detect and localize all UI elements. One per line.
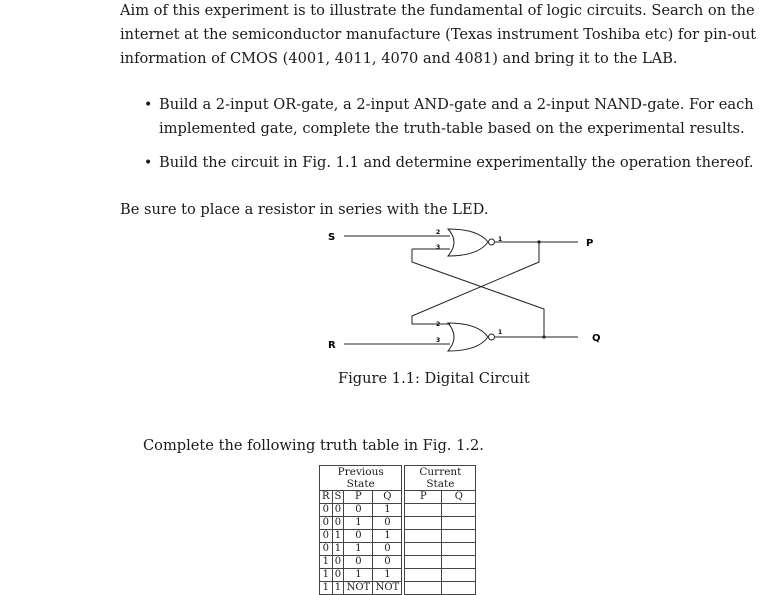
resistor-note: Be sure to place a resistor in series with the LED. xyxy=(120,201,489,218)
cell-p: NOT xyxy=(344,582,373,595)
cell-s: 0 xyxy=(332,556,344,569)
output-p-label: P xyxy=(586,238,594,249)
intro-paragraph xyxy=(120,0,757,71)
cell-r: 1 xyxy=(320,556,333,569)
table-row xyxy=(320,504,476,517)
cell-p: 1 xyxy=(344,569,373,582)
bullet-line: Build a 2-input OR-gate, a 2-input AND-gate and a 2-input NAND-gate. For each xyxy=(159,96,754,113)
cell-p: 1 xyxy=(344,543,373,556)
intro-line: Aim of this experiment is to illustrate the fundamental of logic circuits. Search on the xyxy=(120,2,755,19)
cell-current-p[interactable] xyxy=(405,556,442,569)
wire-q-feedback xyxy=(412,249,544,337)
col-p: P xyxy=(344,491,373,504)
junction-q xyxy=(542,335,545,338)
col-current-p: P xyxy=(405,491,442,504)
cell-r: 0 xyxy=(320,543,333,556)
cell-p: 0 xyxy=(344,504,373,517)
cell-s: 0 xyxy=(332,569,344,582)
cell-q: NOT xyxy=(373,582,402,595)
col-current-q: Q xyxy=(442,491,476,504)
gate2-bubble xyxy=(489,334,495,340)
gate2-pin-out: 1 xyxy=(498,329,503,336)
cell-r: 1 xyxy=(320,582,333,595)
bullet-icon: • xyxy=(144,97,153,113)
wire-p-feedback xyxy=(412,242,539,324)
intro-line: information of CMOS (4001, 4011, 4070 and 4081) and bring it to the LAB. xyxy=(120,50,678,67)
nor-gate-2-icon xyxy=(448,323,488,351)
group-current-state: Current State xyxy=(405,466,476,491)
gate1-pin-a: 2 xyxy=(436,229,441,236)
input-s-label: S xyxy=(328,232,336,243)
cell-q: 0 xyxy=(373,556,402,569)
bullet-line: implemented gate, complete the truth-table based on the experimental results. xyxy=(159,120,745,137)
cell-current-p[interactable] xyxy=(405,517,442,530)
cell-q: 1 xyxy=(373,504,402,517)
cell-s: 1 xyxy=(332,543,344,556)
gate1-pin-out: 1 xyxy=(498,236,503,243)
bullet-line: Build the circuit in Fig. 1.1 and determine experimentally the operation thereof. xyxy=(159,154,754,171)
table-group-header xyxy=(320,466,476,491)
intro-line: internet at the semiconductor manufacture (Texas instrument Toshiba etc) for pin-out xyxy=(120,26,757,43)
cell-q: 1 xyxy=(373,530,402,543)
truth-table xyxy=(319,465,476,595)
table-row xyxy=(320,517,476,530)
gate1-bubble xyxy=(489,239,495,245)
cell-r: 0 xyxy=(320,504,333,517)
cell-s: 1 xyxy=(332,582,344,595)
cell-current-q[interactable] xyxy=(442,504,476,517)
cell-current-p[interactable] xyxy=(405,530,442,543)
table-intro: Complete the following truth table in Fig. 1.2. xyxy=(143,437,484,454)
cell-current-p[interactable] xyxy=(405,543,442,556)
cell-s: 0 xyxy=(332,504,344,517)
nor-gate-1-icon xyxy=(448,229,488,256)
junction-p xyxy=(537,240,540,243)
gate2-pin-a: 2 xyxy=(436,321,441,328)
col-q: Q xyxy=(373,491,402,504)
cell-r: 0 xyxy=(320,530,333,543)
table-row xyxy=(320,543,476,556)
table-row xyxy=(320,569,476,582)
cell-s: 1 xyxy=(332,530,344,543)
figure-caption: Figure 1.1: Digital Circuit xyxy=(338,370,530,387)
cell-q: 0 xyxy=(373,543,402,556)
cell-p: 0 xyxy=(344,556,373,569)
col-s: S xyxy=(332,491,344,504)
input-r-label: R xyxy=(328,340,336,351)
table-column-header xyxy=(320,491,476,504)
cell-current-q[interactable] xyxy=(442,543,476,556)
gate2-pin-b: 3 xyxy=(436,337,441,344)
col-r: R xyxy=(320,491,333,504)
cell-p: 1 xyxy=(344,517,373,530)
gate1-pin-b: 3 xyxy=(436,244,441,251)
cell-q: 0 xyxy=(373,517,402,530)
cell-current-p[interactable] xyxy=(405,582,442,595)
cell-current-q[interactable] xyxy=(442,556,476,569)
table-row xyxy=(320,556,476,569)
cell-current-p[interactable] xyxy=(405,569,442,582)
table-row xyxy=(320,582,476,595)
bullet-icon: • xyxy=(144,155,153,171)
cell-s: 0 xyxy=(332,517,344,530)
cell-current-p[interactable] xyxy=(405,504,442,517)
cell-p: 0 xyxy=(344,530,373,543)
cell-current-q[interactable] xyxy=(442,569,476,582)
cell-current-q[interactable] xyxy=(442,517,476,530)
cell-r: 1 xyxy=(320,569,333,582)
cell-r: 0 xyxy=(320,517,333,530)
cell-current-q[interactable] xyxy=(442,530,476,543)
cell-current-q[interactable] xyxy=(442,582,476,595)
output-q-label: Q xyxy=(592,333,601,344)
table-row xyxy=(320,530,476,543)
cell-q: 1 xyxy=(373,569,402,582)
group-previous-state: Previous State xyxy=(320,466,402,491)
